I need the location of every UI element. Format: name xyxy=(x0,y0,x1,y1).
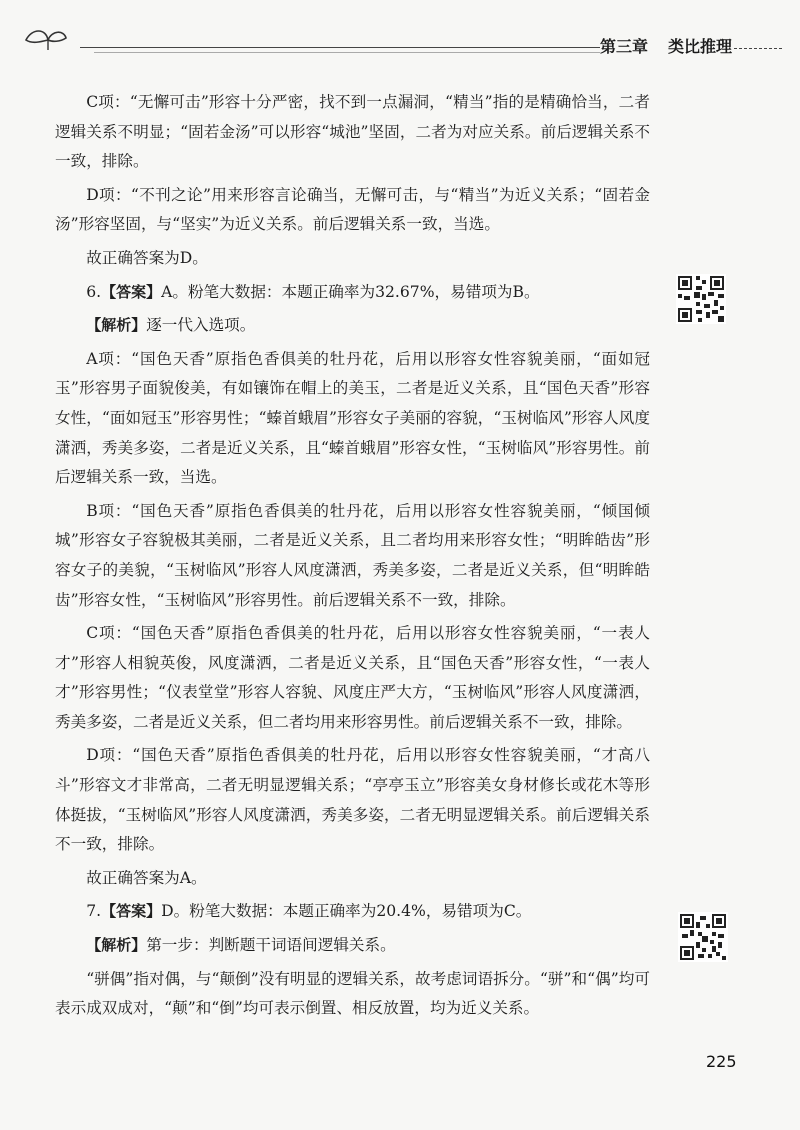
analysis-tag: 【解析】 xyxy=(86,936,147,955)
header-rule-thin xyxy=(94,52,600,53)
chapter-title xyxy=(600,34,732,57)
paragraph: 故正确答案为D。 xyxy=(86,248,208,267)
analysis-text: 逐一代入选项。 xyxy=(146,316,256,335)
page-body xyxy=(55,88,650,1028)
qr-code-icon[interactable] xyxy=(676,274,726,324)
qr-code-icon[interactable] xyxy=(678,912,728,962)
answer-tag: 【答案】 xyxy=(101,282,162,301)
answer-line-7 xyxy=(55,897,650,927)
header-rule-dashed xyxy=(734,48,782,49)
paragraph: 故正确答案为A。 xyxy=(86,868,207,887)
paragraph: C项：“国色天香”原指色香俱美的牡丹花，后用以形容女性容貌美丽，“一表人才”形容人相貌英俊，风度潇洒，二者是近义关系，且“国色天香”形容女性，“一表人才”形容男性；“仪表堂堂”形容人容貌、风度庄严大方，“玉树临风”形容人风度潇洒，秀美多姿，二者是近义关系，但二者均用来形容男性。前后逻辑关系不一致，排除。 xyxy=(55,624,650,731)
paragraph: C项：“无懈可击”形容十分严密，找不到一点漏洞，“精当”指的是精确恰当，二者逻辑关系不明显；“固若金汤”可以形容“城池”坚固，二者为对应关系。前后逻辑关系不一致，排除。 xyxy=(55,93,650,171)
leaf-sprout-icon xyxy=(22,26,70,60)
analysis-tag: 【解析】 xyxy=(86,316,147,335)
answer-text: A。粉笔大数据：本题正确率为32.67%，易错项为B。 xyxy=(161,282,540,301)
answer-tag: 【答案】 xyxy=(101,902,162,921)
paragraph: D项：“国色天香”原指色香俱美的牡丹花，后用以形容女性容貌美丽，“才高八斗”形容文才非常高，二者无明显逻辑关系；“亭亭玉立”形容美女身材修长或花木等形体挺拔，“玉树临风”形容人风度潇洒，秀美多姿，二者无明显逻辑关系。前后逻辑关系不一致，排除。 xyxy=(55,746,650,854)
page-number: 225 xyxy=(706,1052,737,1071)
analysis-line-7 xyxy=(55,931,650,961)
paragraph: A项：“国色天香”原指色香俱美的牡丹花，后用以形容女性容貌美丽，“面如冠玉”形容男子面貌俊美，有如镶饰在帽上的美玉，二者是近义关系，且“国色天香”形容女性，“面如冠玉”形容男性；“螓首蛾眉”形容女子美丽的容貌，“玉树临风”形容人风度潇洒，秀美多姿，二者是近义关系，且“螓首蛾眉”形容女性，“玉树临风”形容男性。前后逻辑关系一致，当选。 xyxy=(55,349,650,487)
page-header xyxy=(22,26,782,62)
section-name: 类比推理 xyxy=(668,37,733,56)
paragraph: “骈偶”指对偶，与“颠倒”没有明显的逻辑关系，故考虑词语拆分。“骈”和“偶”均可表示成双成对，“颠”和“倒”均可表示倒置、相反放置，均为近义关系。 xyxy=(55,969,650,1018)
analysis-text: 第一步：判断题干词语间逻辑关系。 xyxy=(146,936,396,955)
answer-line-6 xyxy=(55,278,650,308)
answer-text: D。粉笔大数据：本题正确率为20.4%，易错项为C。 xyxy=(161,902,532,921)
header-rule xyxy=(80,47,600,48)
paragraph: D项：“不刊之论”用来形容言论确当，无懈可击，与“精当”为近义关系；“固若金汤”形容坚固，与“坚实”为近义关系。前后逻辑关系一致，当选。 xyxy=(55,185,650,234)
chapter-number: 第三章 xyxy=(600,37,649,56)
question-number: 6. xyxy=(86,282,102,301)
analysis-line-6 xyxy=(55,311,650,341)
paragraph: B项：“国色天香”原指色香俱美的牡丹花，后用以形容女性容貌美丽，“倾国倾城”形容女子容貌极其美丽，二者是近义关系，且二者均用来形容女性；“明眸皓齿”形容女子的美貌，“玉树临风”形容人风度潇洒，秀美多姿，二者是近义关系，但“明眸皓齿”形容女性，“玉树临风”形容男性。前后逻辑关系不一致，排除。 xyxy=(55,501,650,609)
question-number: 7. xyxy=(86,902,102,921)
